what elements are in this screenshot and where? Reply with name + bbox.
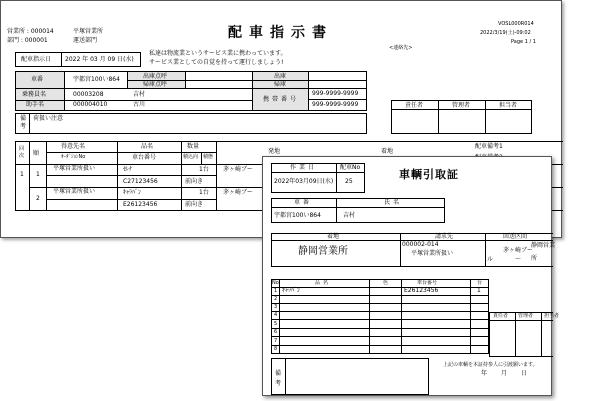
office-label: 営業所 : 000014 [7, 28, 54, 35]
items-col-plate: 車台番号 [417, 280, 438, 286]
dispatch-title: 配車指示書 [228, 25, 333, 41]
work-date-label: 作業日 [290, 164, 318, 171]
vehicle-value: 宇都宮100い864 [73, 76, 120, 83]
row-2-qty: 1台 [199, 189, 209, 196]
col-qty: 数量 [187, 143, 200, 150]
receipt-route-label: 回送区間 [503, 233, 528, 240]
col-item: 品名 [141, 143, 154, 150]
item-row-1-no: 1 [274, 288, 278, 294]
receipt-title: 車輌引取証 [399, 168, 459, 181]
item-row-1-name: ｷｬﾗﾊﾞﾝ [282, 287, 301, 294]
receipt-dest-value: 静岡営業所 [298, 246, 348, 257]
driver-label: 乗務員名 [22, 91, 47, 98]
row-2-item: ｷｬﾗﾊﾞﾝ [123, 189, 142, 196]
row-1-origin: 茅ヶ崎ブー [223, 166, 253, 173]
receipt-billing-name: 平塚営業所扱い [411, 250, 454, 257]
col-trip: 回次 [19, 146, 25, 159]
col-dest: 着地 [381, 148, 394, 155]
item-row-2-no: 2 [274, 296, 278, 302]
row-1-direction: 前向き [185, 178, 204, 185]
phone-value-2: 999-9999-9999 [312, 101, 359, 108]
route-separator: ～ [515, 256, 522, 263]
dispatch-no-value: 25 [345, 178, 353, 185]
receipt-vehicle-value: 宇都宮100い864 [274, 212, 321, 219]
col-origin: 発地 [268, 148, 281, 155]
item-row-5-no: 5 [274, 321, 278, 327]
col-loaded: 積態 [203, 154, 214, 160]
receipt-name-value: 吉村 [343, 212, 356, 219]
receipt-approval-staff: 担当者 [544, 313, 560, 319]
route-from: 茅ヶ崎ブー [503, 247, 533, 254]
items-col-item: 品名 [315, 280, 332, 286]
row-1-item: ｾﾚﾅ [123, 166, 133, 173]
items-col-no: No. [272, 280, 281, 286]
message-line-2: サービス業としての自覚を持って運行しましょう! [149, 59, 284, 66]
row-2-plate: E26123456 [123, 201, 158, 208]
depart-point-label: 出庫点呼 [143, 73, 168, 80]
row-1-customer: 平塚営業所扱い [53, 165, 96, 172]
receipt-name-label: 氏名 [384, 199, 403, 206]
approval-staff: 担当者 [499, 102, 518, 109]
receipt-vehicle-label: 車番 [294, 199, 313, 206]
col-option: ｵｰﾀﾞｼｮﾝNo [61, 154, 86, 160]
item-row-1-count: 1 [477, 287, 481, 294]
print-timestamp: 2022/3/19(土)-09:02 [480, 30, 531, 36]
receipt-approval-admin: 管理者 [518, 313, 534, 319]
items-col-color: 色 [383, 280, 389, 286]
row-2-origin: 茅ヶ崎ブー [223, 189, 253, 196]
dispatch-no-label: 配車No [340, 164, 361, 171]
phone-label: 携帯番号 [263, 96, 300, 103]
remarks-value: 荷扱い注意 [33, 115, 64, 122]
driver-name: 吉村 [133, 91, 146, 98]
dept-name: 運送部門 [73, 37, 98, 44]
row-2-order: 2 [36, 195, 40, 202]
remarks-label: 備考 [20, 115, 27, 130]
item-row-1-plate: E26123456 [404, 287, 439, 294]
confirm-text: 上記の車輌を本証持参人に引渡願います。 [443, 362, 538, 368]
row-1-order: 1 [36, 171, 40, 178]
item-row-8-no: 8 [274, 346, 278, 352]
item-row-7-no: 7 [274, 338, 278, 344]
route-to: 静岡営業 [531, 242, 556, 249]
return-label: 帰庫 [274, 81, 287, 88]
confirm-month: 月 [501, 370, 508, 377]
message-line-1: 私達は物流業というサービス業に携わっています。 [149, 50, 287, 57]
doc-code: VOSL000R014 [498, 21, 534, 27]
col-plate: 車台番号 [132, 154, 157, 161]
row-1-plate: C27123456 [123, 178, 158, 185]
col-customer: 得意先名 [61, 143, 86, 150]
row-2-direction: 前向き [185, 201, 204, 208]
dept-label: 部門 : 000001 [7, 37, 48, 44]
row-1-trip: 1 [20, 171, 24, 178]
office-name: 平塚営業所 [73, 28, 104, 35]
receipt-remarks-label: 備考 [275, 370, 282, 387]
receipt-approval-manager: 責任者 [493, 313, 509, 319]
col-note-1: 配車備考1 [475, 143, 503, 150]
remarks-box [15, 113, 367, 134]
depart-label: 出庫 [274, 73, 287, 80]
row-1-qty: 1台 [199, 166, 209, 173]
confirm-year: 年 [481, 370, 488, 377]
receipt-billing-code: 000002-014 [402, 241, 439, 248]
contact-label: <連絡先> [389, 45, 413, 51]
route-from-suffix: ル [487, 256, 494, 263]
approval-manager: 責任者 [405, 102, 424, 109]
dispatch-date-value: 2022 年 03 月 09 日(水) [65, 56, 134, 63]
receipt-billing-label: 請求先 [435, 233, 454, 240]
approval-admin: 管理者 [452, 102, 471, 109]
col-load-dir: 積込向 [183, 154, 199, 160]
return-point-label: 帰庫点呼 [143, 81, 168, 88]
item-row-4-no: 4 [274, 312, 278, 318]
driver-code: 00003208 [73, 91, 104, 98]
vehicle-pickup-certificate [262, 156, 560, 396]
receipt-remarks-box [271, 358, 429, 395]
assistant-label: 助手名 [26, 101, 45, 108]
item-row-3-no: 3 [274, 304, 278, 310]
assistant-code: 000004010 [73, 101, 108, 108]
col-order: 順 [33, 150, 40, 157]
items-col-count: 台 [477, 280, 483, 286]
receipt-dest-label: 着地 [327, 233, 340, 240]
assistant-name: 古川 [133, 101, 146, 108]
phone-value-1: 999-9999-9999 [312, 90, 359, 97]
page-number: Page 1 / 1 [511, 39, 536, 45]
item-row-6-no: 6 [274, 329, 278, 335]
items-table [271, 279, 489, 354]
confirm-day: 日 [521, 370, 528, 377]
dispatch-date-label: 配車指示日 [21, 56, 52, 63]
route-to-suffix: 所 [531, 255, 538, 262]
row-2-customer: 平塚営業所扱い [53, 188, 96, 195]
work-date-value: 2022年03月09日(水) [274, 178, 334, 185]
vehicle-label: 車番 [31, 76, 44, 83]
